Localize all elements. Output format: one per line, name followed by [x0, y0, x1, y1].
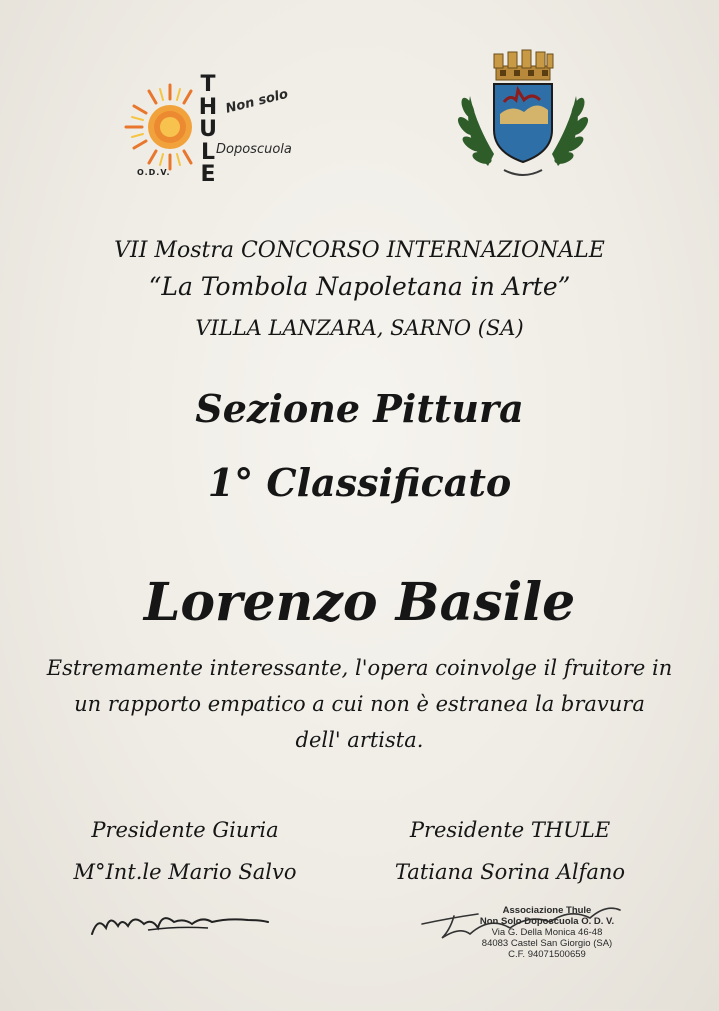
- jury-president-role: Presidente Giuria: [91, 818, 279, 842]
- thule-president-role: Presidente THULE: [409, 818, 611, 842]
- stamp-line: C.F. 94071500659: [508, 949, 586, 960]
- stamp-line: 84083 Castel San Giorgio (SA): [481, 938, 613, 949]
- contest-venue: VILLA LANZARA, SARNO (SA): [195, 316, 524, 340]
- thule-logo: [108, 72, 338, 197]
- stamp-line: Via G. Della Monica 46-48: [491, 927, 603, 938]
- jury-president-name: M°Int.le Mario Salvo: [73, 860, 297, 884]
- stamp-line: Associazione Thule: [502, 905, 592, 916]
- contest-title: VII Mostra CONCORSO INTERNAZIONALE: [114, 238, 605, 263]
- logo-odv: O.D.V.: [137, 168, 171, 177]
- placement-heading: 1° Classificato: [207, 460, 512, 505]
- motivation-line: un rapporto empatico a cui non è estranea la bravura: [74, 692, 645, 716]
- thule-letter: H: [198, 94, 218, 120]
- motivation-line: dell' artista.: [295, 728, 424, 752]
- thule-wordmark: [196, 74, 220, 187]
- association-stamp: [462, 905, 632, 960]
- thule-letter: U: [199, 117, 217, 142]
- thule-letter: T: [200, 72, 216, 97]
- winner-name: Lorenzo Basile: [143, 572, 576, 633]
- thule-letter: E: [200, 162, 216, 187]
- section-heading: Sezione Pittura: [195, 386, 524, 431]
- thule-letter: L: [200, 139, 216, 165]
- motivation-line: Estremamente interessante, l'opera coinvolge il fruitore in: [46, 656, 673, 680]
- stamp-line: Non Solo Doposcuola O. D. V.: [479, 916, 615, 927]
- municipal-crest-icon: [452, 44, 594, 184]
- thule-president-name: Tatiana Sorina Alfano: [394, 860, 626, 884]
- logo-tagline-doposcuola: Doposcuola: [216, 142, 292, 157]
- logo-tagline-nonsolo: Non solo: [224, 86, 290, 117]
- handwritten-signature-jury: [88, 896, 278, 946]
- contest-subtitle: “La Tombola Napoletana in Arte”: [148, 272, 571, 301]
